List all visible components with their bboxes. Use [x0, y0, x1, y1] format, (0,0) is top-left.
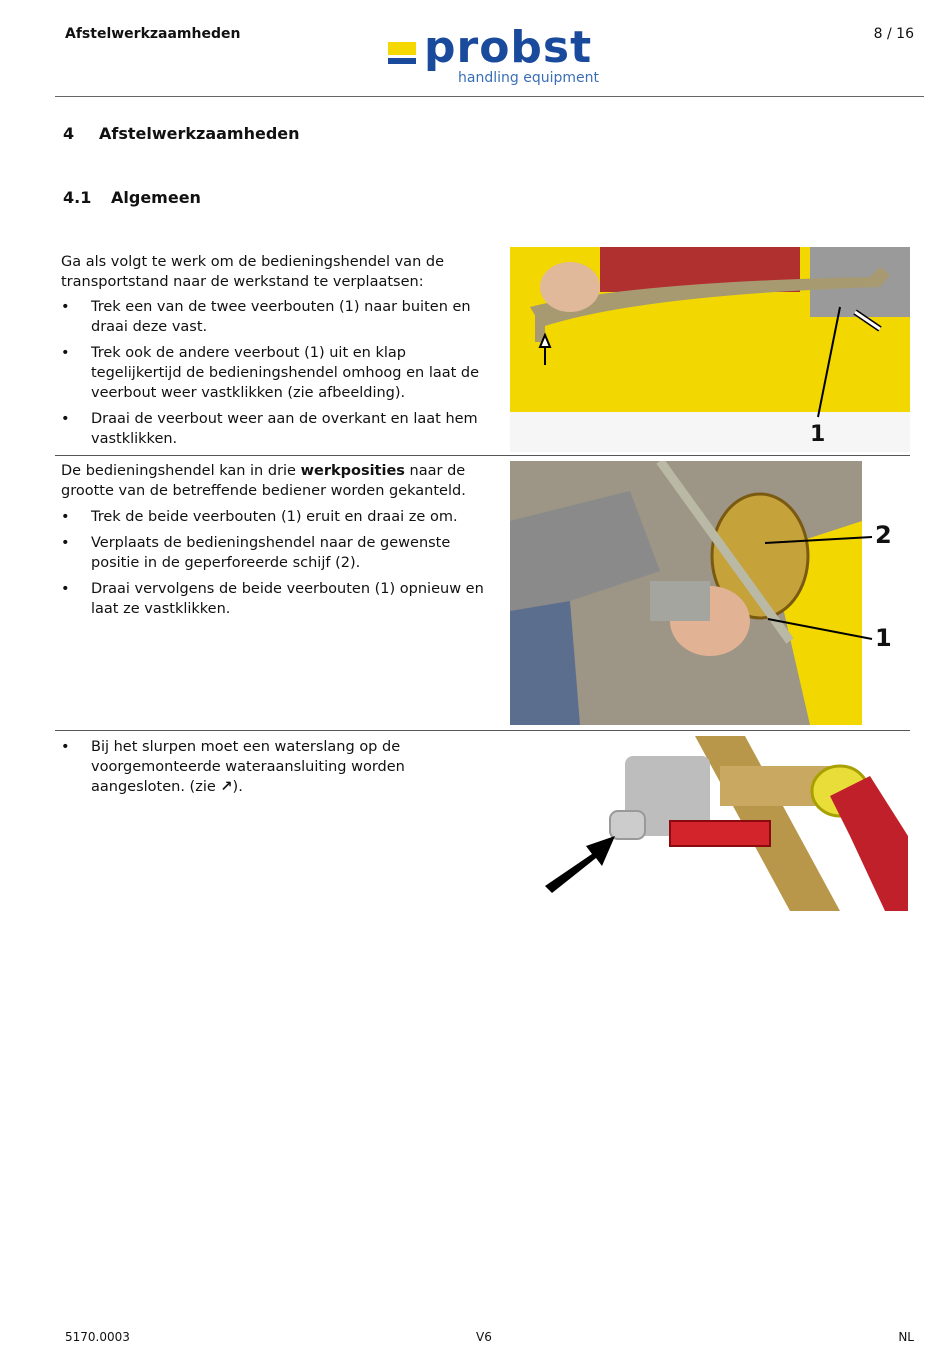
list-item: • Trek een van de twee veerbouten (1) naar buiten en draai deze vast.	[61, 299, 471, 335]
image-callout-label: 1	[810, 422, 826, 447]
emphasis-werkposities: werkposities	[300, 463, 405, 479]
block1-intro: Ga als volgt te werk om de bedieningshendel van de transportstand naar de werkstand te verplaatsen:	[61, 254, 444, 290]
page-header-title: Afstelwerkzaamheden	[65, 26, 241, 42]
lever-transport-illustration	[510, 247, 910, 452]
lever-positions-photo	[510, 461, 905, 725]
page-number: 8 / 16	[873, 26, 914, 42]
list-item: • Draai vervolgens de beide veerbouten (1) opnieuw en laat ze vastklikken.	[61, 581, 484, 617]
footer-language: NL	[898, 1330, 914, 1344]
section-title: Afstelwerkzaamheden	[99, 124, 300, 143]
list-item: • Verplaats de bedieningshendel naar de gewenste positie in de geperforeerde schijf (2).	[61, 535, 451, 571]
block1-bullet-list	[61, 297, 501, 455]
block3-bullet-list	[61, 737, 501, 803]
block2-intro: De bedieningshendel kan in drie werkposities naar de grootte van de betreffende bediener worden gekanteld.	[61, 463, 466, 499]
probst-logo	[388, 22, 600, 90]
list-item: • Trek de beide veerbouten (1) eruit en draai ze om.	[61, 509, 458, 525]
logo-yellow-bar	[388, 42, 416, 55]
image-callout-label-2: 2	[875, 521, 892, 549]
list-item: • Bij het slurpen moet een waterslang op de voorgemonteerde wateraansluiting worden aangesloten. (zie ↗).	[61, 739, 405, 795]
section-heading	[0, 124, 950, 146]
subsection-heading	[0, 188, 950, 210]
lever-positions-illustration	[510, 461, 905, 725]
image-callout-label-1: 1	[875, 624, 892, 652]
arrow-up-right-icon: ↗	[220, 779, 233, 795]
section-number: 4	[63, 124, 75, 143]
list-item: • Trek ook de andere veerbout (1) uit en klap tegelijkertijd de bedieningshendel omhoog en laat de veerbout weer vastklikken (zie afbeelding).	[61, 345, 480, 401]
logo-tagline: handling equipment	[458, 70, 599, 86]
subsection-title: Algemeen	[111, 188, 201, 207]
block2-bullet-list	[61, 507, 501, 625]
footer-doc-number: 5170.0003	[65, 1330, 130, 1344]
footer-version: V6	[476, 1330, 492, 1344]
lever-transport-photo	[510, 247, 910, 452]
section-divider	[55, 455, 910, 456]
section-divider	[55, 730, 910, 731]
water-connection-drawing	[540, 736, 910, 911]
water-connection-illustration	[540, 736, 910, 911]
header-divider	[55, 96, 924, 97]
logo-brand: probst	[424, 22, 593, 73]
logo-blue-bar	[388, 58, 416, 64]
subsection-number: 4.1	[63, 188, 92, 207]
list-item: • Draai de veerbout weer aan de overkant en laat hem vastklikken.	[61, 411, 478, 447]
